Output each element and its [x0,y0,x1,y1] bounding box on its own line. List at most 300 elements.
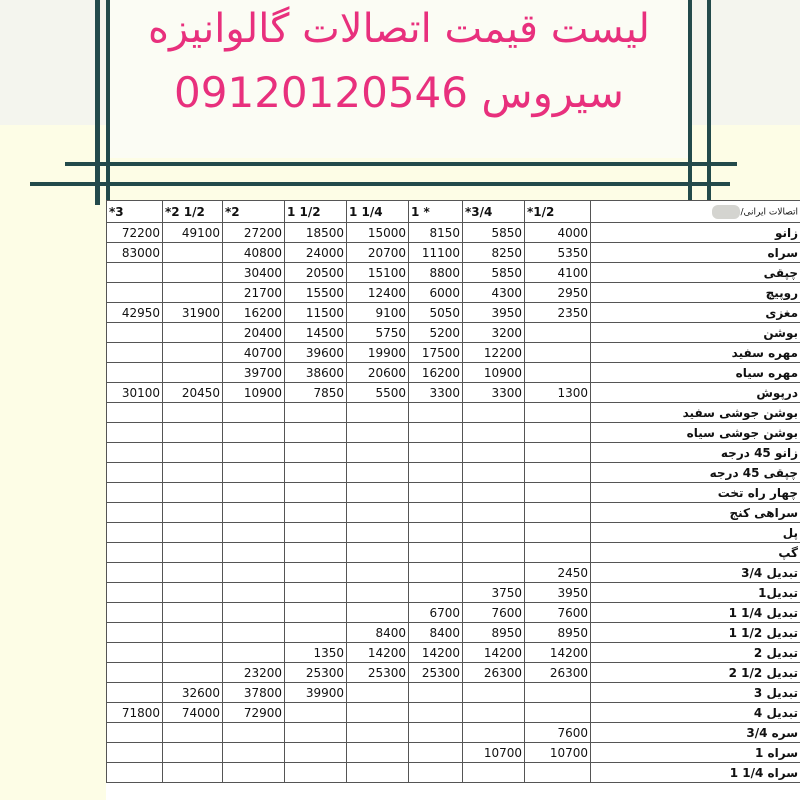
price-cell: 39900 [285,683,347,703]
price-cell: 3950 [463,303,525,323]
frame-line-left-inner [106,0,110,200]
item-name: تبدیل 3 [591,683,800,703]
price-cell: 72900 [223,703,285,723]
price-cell [347,723,409,743]
price-cell [525,683,591,703]
frame-line-bottom [30,182,730,186]
price-cell [463,403,525,423]
item-name: تبدیل 4 [591,703,800,723]
table-row [107,683,800,703]
price-cell [525,343,591,363]
column-header: 1 1/4 [347,201,409,223]
frame-line-top [65,162,737,166]
name-column-header-label: اتصالات ایرانی/ [740,207,798,217]
item-name: سراه 1/4 1 [591,763,800,783]
item-name: روپیچ [591,283,800,303]
price-cell: 20700 [347,243,409,263]
price-cell [223,543,285,563]
price-cell [223,763,285,783]
price-cell [285,423,347,443]
column-header: *3/4 [463,201,525,223]
price-cell [223,603,285,623]
price-cell: 7600 [525,603,591,623]
price-cell: 3200 [463,323,525,343]
price-cell [409,463,463,483]
price-cell: 72200 [107,223,163,243]
table-row [107,323,800,343]
price-cell [347,703,409,723]
price-cell [409,563,463,583]
price-cell: 8250 [463,243,525,263]
table-row [107,423,800,443]
price-cell [107,763,163,783]
item-name: زانو 45 درجه [591,443,800,463]
price-cell [107,283,163,303]
price-cell: 4100 [525,263,591,283]
frame-line-right [688,0,692,200]
price-cell: 14200 [347,643,409,663]
price-cell [163,443,223,463]
table-row [107,643,800,663]
price-cell: 2450 [525,563,591,583]
item-name: گپ [591,543,800,563]
price-cell [347,443,409,463]
price-cell [107,403,163,423]
table-row [107,663,800,683]
price-cell: 12400 [347,283,409,303]
price-cell [409,743,463,763]
item-name: تبدیل 1/2 2 [591,663,800,683]
price-cell [463,543,525,563]
price-cell [409,683,463,703]
price-cell [409,443,463,463]
price-cell [163,363,223,383]
price-cell [107,263,163,283]
price-cell [163,523,223,543]
price-cell [285,563,347,583]
price-cell [347,583,409,603]
price-cell [223,443,285,463]
price-cell: 18500 [285,223,347,243]
price-cell [525,523,591,543]
price-cell: 14200 [463,643,525,663]
price-cell: 15100 [347,263,409,283]
price-cell: 7600 [525,723,591,743]
item-name: مهره سیاه [591,363,800,383]
price-cell [163,563,223,583]
price-cell [409,403,463,423]
price-cell [409,423,463,443]
price-cell [223,463,285,483]
item-name: زانو [591,223,800,243]
price-cell: 5750 [347,323,409,343]
price-cell [347,743,409,763]
price-cell: 23200 [223,663,285,683]
price-cell: 74000 [163,703,223,723]
price-cell [163,323,223,343]
price-cell [107,523,163,543]
price-cell [285,723,347,743]
price-cell: 38600 [285,363,347,383]
item-name: پل [591,523,800,543]
price-cell [463,723,525,743]
item-name: مغزی [591,303,800,323]
item-name: مهره سفید [591,343,800,363]
price-cell [107,563,163,583]
price-cell [347,423,409,443]
price-cell [347,763,409,783]
price-cell: 2350 [525,303,591,323]
price-cell: 40700 [223,343,285,363]
price-cell [525,543,591,563]
price-cell: 20450 [163,383,223,403]
price-cell [525,403,591,423]
price-cell [107,723,163,743]
price-cell: 49100 [163,223,223,243]
price-cell: 10700 [525,743,591,763]
price-cell [163,263,223,283]
table-row [107,583,800,603]
price-cell: 16200 [409,363,463,383]
price-cell [285,603,347,623]
price-cell [163,403,223,423]
price-cell [163,763,223,783]
table-row [107,243,800,263]
price-cell [163,543,223,563]
price-cell: 42950 [107,303,163,323]
item-name: تبدیل 2 [591,643,800,663]
price-cell [163,503,223,523]
price-cell: 71800 [107,703,163,723]
item-name: بوشن جوشی سیاه [591,423,800,443]
price-cell: 14200 [409,643,463,663]
price-cell [409,503,463,523]
price-cell [463,483,525,503]
price-cell [463,683,525,703]
price-cell [285,523,347,543]
item-name: چهار راه تخت [591,483,800,503]
price-cell [107,603,163,623]
price-cell: 15500 [285,283,347,303]
table-row [107,303,800,323]
price-cell: 31900 [163,303,223,323]
price-cell [223,723,285,743]
price-cell [347,603,409,623]
price-cell: 8400 [347,623,409,643]
price-cell [163,483,223,503]
item-name: تبدیل1 [591,583,800,603]
price-cell [525,443,591,463]
price-cell [347,523,409,543]
column-header: *3 [107,201,163,223]
table-row [107,503,800,523]
price-cell [285,443,347,463]
price-cell: 20400 [223,323,285,343]
price-cell: 7600 [463,603,525,623]
price-cell [107,363,163,383]
price-cell: 2950 [525,283,591,303]
price-cell: 20600 [347,363,409,383]
price-cell [107,683,163,703]
phone-number: 09120120546 [174,68,468,117]
price-cell [107,543,163,563]
price-cell [463,523,525,543]
price-cell [223,423,285,443]
price-cell: 8150 [409,223,463,243]
price-cell [409,763,463,783]
table-row [107,223,800,243]
price-cell [107,663,163,683]
price-cell: 5350 [525,243,591,263]
table-row [107,563,800,583]
price-cell [163,463,223,483]
table-row [107,763,800,783]
price-cell: 24000 [285,243,347,263]
table-row [107,463,800,483]
column-header: *2 1/2 [163,201,223,223]
item-name: چپقی 45 درجه [591,463,800,483]
price-cell [223,583,285,603]
price-cell [463,763,525,783]
price-cell [223,483,285,503]
price-cell [163,723,223,743]
price-cell: 9100 [347,303,409,323]
price-cell [285,763,347,783]
price-cell: 8950 [463,623,525,643]
table-row [107,623,800,643]
price-cell [163,343,223,363]
table-row [107,383,800,403]
price-cell [525,763,591,783]
table-row [107,343,800,363]
price-cell [163,243,223,263]
price-cell [409,723,463,743]
price-cell [525,483,591,503]
price-cell: 14200 [525,643,591,663]
price-cell: 5850 [463,263,525,283]
table-row [107,483,800,503]
price-cell [347,463,409,483]
column-header: 1 1/2 [285,201,347,223]
table-row [107,363,800,383]
price-cell [107,443,163,463]
table-row [107,263,800,283]
price-cell [223,643,285,663]
price-cell [525,423,591,443]
item-name: چپقی [591,263,800,283]
price-cell: 26300 [525,663,591,683]
price-cell [463,563,525,583]
price-cell: 5500 [347,383,409,403]
price-cell: 7850 [285,383,347,403]
price-cell: 21700 [223,283,285,303]
price-sheet [106,200,800,800]
price-cell [107,583,163,603]
price-cell [347,483,409,503]
table-row [107,523,800,543]
price-cell: 3300 [409,383,463,403]
price-cell [223,623,285,643]
price-table [106,200,800,783]
price-cell [107,503,163,523]
price-cell: 3750 [463,583,525,603]
price-cell: 8950 [525,623,591,643]
price-cell: 15000 [347,223,409,243]
price-cell: 20500 [285,263,347,283]
price-cell [409,523,463,543]
table-row [107,603,800,623]
price-cell [107,343,163,363]
item-name: بوشن [591,323,800,343]
price-cell: 11100 [409,243,463,263]
price-cell: 26300 [463,663,525,683]
price-cell [223,743,285,763]
price-cell: 25300 [409,663,463,683]
table-header-row [107,201,800,223]
item-name: درپوش [591,383,800,403]
price-cell [347,543,409,563]
price-cell [163,623,223,643]
price-cell [409,483,463,503]
price-cell: 30100 [107,383,163,403]
price-cell [347,563,409,583]
price-cell: 19900 [347,343,409,363]
price-cell: 39600 [285,343,347,363]
price-cell [285,543,347,563]
price-cell: 12200 [463,343,525,363]
price-cell [285,623,347,643]
price-cell [285,583,347,603]
price-cell: 3950 [525,583,591,603]
price-cell [347,403,409,423]
table-row [107,703,800,723]
price-cell: 10700 [463,743,525,763]
price-cell: 17500 [409,343,463,363]
item-name: بوشن جوشی سفید [591,403,800,423]
price-cell [163,643,223,663]
price-cell [107,323,163,343]
price-cell [525,363,591,383]
price-cell [107,483,163,503]
price-cell: 40800 [223,243,285,263]
price-cell: 37800 [223,683,285,703]
price-cell [347,503,409,523]
price-cell: 25300 [285,663,347,683]
contact-line [110,68,688,117]
price-cell [285,743,347,763]
price-cell: 14500 [285,323,347,343]
item-name: سراه [591,243,800,263]
price-cell [285,503,347,523]
price-cell [463,423,525,443]
table-row [107,723,800,743]
price-cell [285,703,347,723]
price-cell: 39700 [223,363,285,383]
price-cell [163,603,223,623]
price-cell [347,683,409,703]
name-column-header [591,201,800,223]
price-cell [163,663,223,683]
price-cell: 27200 [223,223,285,243]
price-cell [409,543,463,563]
column-header: 1 * [409,201,463,223]
price-cell [223,563,285,583]
price-cell: 6000 [409,283,463,303]
price-cell: 4000 [525,223,591,243]
price-cell [107,743,163,763]
price-cell: 5050 [409,303,463,323]
table-row [107,543,800,563]
price-cell: 83000 [107,243,163,263]
price-cell [223,403,285,423]
table-row [107,443,800,463]
price-cell [223,503,285,523]
price-cell: 1300 [525,383,591,403]
price-cell: 25300 [347,663,409,683]
price-cell [163,283,223,303]
price-cell [285,403,347,423]
price-cell [525,703,591,723]
price-cell: 11500 [285,303,347,323]
column-header: *2 [223,201,285,223]
table-row [107,403,800,423]
table-row [107,743,800,763]
contact-name: سیروس [481,68,624,117]
price-cell [163,423,223,443]
price-cell [163,583,223,603]
price-cell [525,323,591,343]
price-cell [409,583,463,603]
price-cell [163,743,223,763]
item-name: سراه 1 [591,743,800,763]
item-name: سره 3/4 [591,723,800,743]
price-cell: 4300 [463,283,525,303]
frame-line-left [95,0,100,205]
price-cell: 6700 [409,603,463,623]
price-cell [107,423,163,443]
price-cell [463,463,525,483]
price-cell [107,623,163,643]
price-cell: 3300 [463,383,525,403]
table-row [107,283,800,303]
price-cell: 10900 [463,363,525,383]
item-name: تبدیل 3/4 [591,563,800,583]
price-cell [525,503,591,523]
item-name: سراهی کنج [591,503,800,523]
price-cell [285,463,347,483]
price-cell [463,503,525,523]
column-header: *1/2 [525,201,591,223]
price-cell [463,703,525,723]
price-cell: 8400 [409,623,463,643]
price-cell [525,463,591,483]
price-cell [107,643,163,663]
item-name: تبدیل 1/2 1 [591,623,800,643]
price-cell [107,463,163,483]
price-cell: 30400 [223,263,285,283]
price-cell [409,703,463,723]
blurred-mark [712,205,740,219]
price-cell: 16200 [223,303,285,323]
price-cell: 5850 [463,223,525,243]
price-cell: 5200 [409,323,463,343]
price-cell: 10900 [223,383,285,403]
page-title: لیست قیمت اتصالات گالوانیزه [148,6,650,52]
price-cell [285,483,347,503]
price-cell [463,443,525,463]
item-name: تبدیل 1/4 1 [591,603,800,623]
price-cell: 1350 [285,643,347,663]
